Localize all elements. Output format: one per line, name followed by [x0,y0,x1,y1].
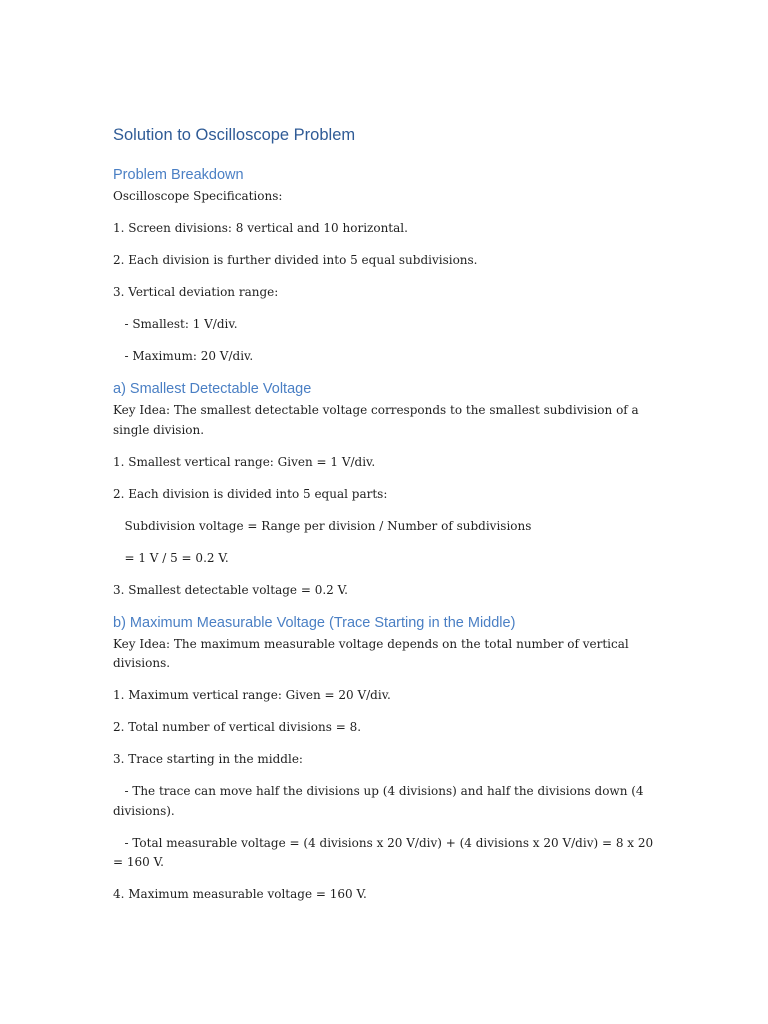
paragraph: - Smallest: 1 V/div. [113,317,238,331]
paragraph: 1. Maximum vertical range: Given = 20 V/div. [113,688,391,702]
paragraph: = 1 V / 5 = 0.2 V. [113,550,229,565]
paragraph: Key Idea: The smallest detectable voltage corresponds to the smallest subdivision of a single division. [113,403,643,437]
document-title: Solution to Oscilloscope Problem [113,126,356,144]
paragraph: 2. Total number of vertical divisions = 8. [113,720,362,734]
paragraph: 1. Screen divisions: 8 vertical and 10 horizontal. [113,221,408,235]
paragraph: 2. Each division is divided into 5 equal parts: [113,486,388,501]
paragraph: Key Idea: The maximum measurable voltage depends on the total number of vertical divisions. [113,636,633,670]
paragraph: Oscilloscope Specifications: [113,189,283,203]
paragraph: 3. Trace starting in the middle: [113,752,303,766]
paragraph: - The trace can move half the divisions up (4 divisions) and half the divisions down (4 divisions). [113,784,648,818]
document-page [113,124,661,917]
paragraph: - Maximum: 20 V/div. [113,349,254,363]
paragraph: 1. Smallest vertical range: Given = 1 V/div. [113,454,376,469]
section-heading-part-b: b) Maximum Measurable Voltage (Trace Starting in the Middle) [113,614,516,631]
paragraph: 3. Vertical deviation range: [113,285,279,299]
paragraph: 4. Maximum measurable voltage = 160 V. [113,887,367,901]
paragraph: 3. Smallest detectable voltage = 0.2 V. [113,582,348,597]
paragraph: - Total measurable voltage = (4 divisions x 20 V/div) + (4 divisions x 20 V/div) = 8 x 20 = 160 V. [113,835,657,869]
section-heading-part-a: a) Smallest Detectable Voltage [113,381,312,397]
section-heading-breakdown: Problem Breakdown [113,167,244,183]
paragraph: 2. Each division is further divided into 5 equal subdivisions. [113,253,478,267]
paragraph: Subdivision voltage = Range per division / Number of subdivisions [113,518,532,533]
